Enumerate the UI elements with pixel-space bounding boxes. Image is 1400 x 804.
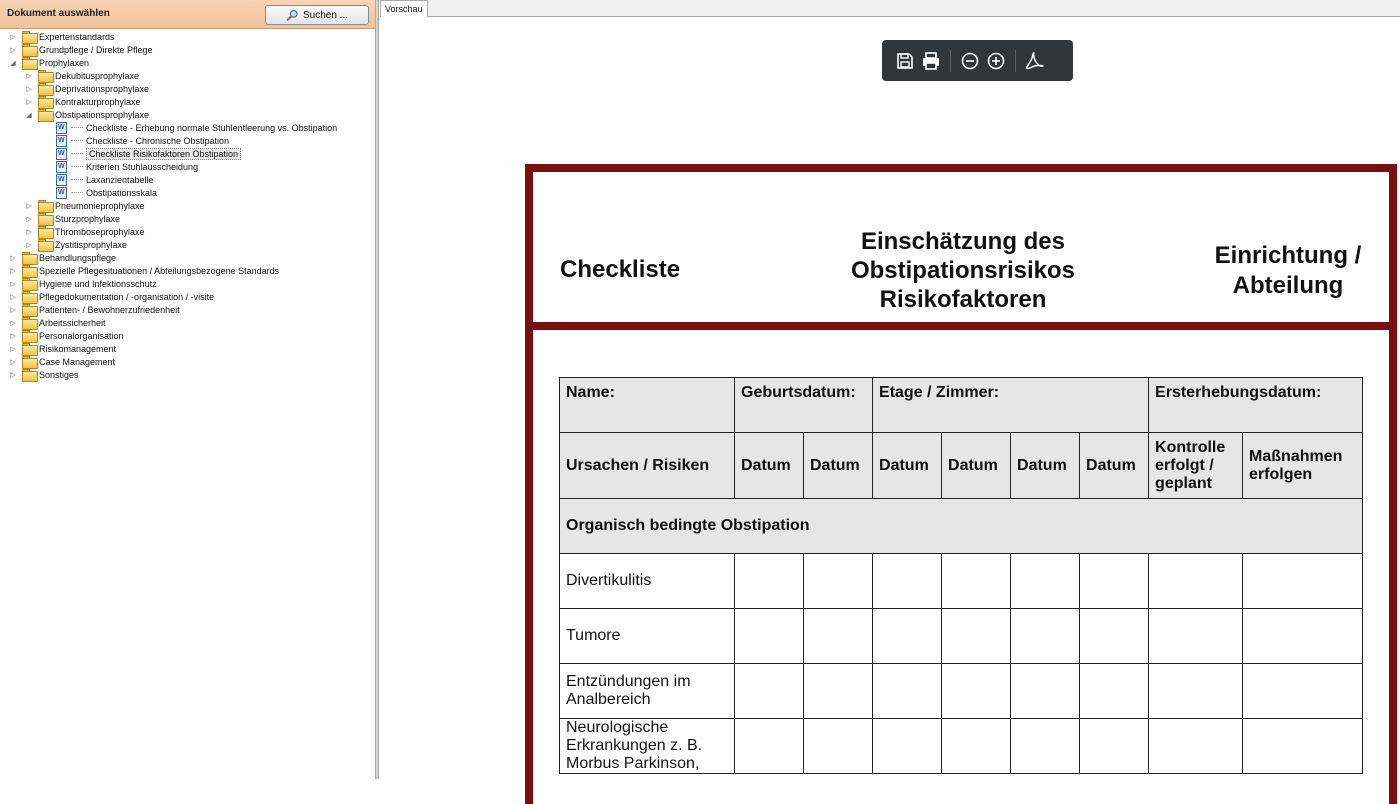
entry-cell[interactable] [735,609,804,664]
entry-cell[interactable] [1080,664,1149,719]
tree-item-label: Checkliste - Erhebung normale Stuhlentleerung vs. Obstipation [86,122,338,133]
tree-document-item[interactable] [54,160,198,173]
room-field[interactable]: Etage / Zimmer: [873,378,1149,433]
word-document-icon [56,135,67,147]
folder-icon [22,31,36,42]
tree-connector [71,166,83,167]
entry-cell[interactable] [1243,554,1363,609]
date-header: Datum [873,433,942,499]
collapse-icon[interactable]: ◢ [10,59,16,67]
tree-folder-item[interactable] [8,251,116,264]
document-page [525,164,1397,804]
panel-splitter[interactable] [376,0,379,779]
header-title-line: Obstipationsrisikos [850,257,1076,284]
print-button[interactable] [918,48,944,74]
header-right-line: Abteilung [1232,272,1344,299]
tree-connector [71,153,83,154]
expand-icon[interactable]: ▷ [10,306,16,314]
risk-label-line: Morbus Parkinson, [566,755,700,772]
tree-item-label: Checkliste - Chronische Obstipation [86,135,230,146]
tree-item-label: Sonstiges [39,369,79,380]
patient-info-row [560,378,1363,433]
entry-cell[interactable] [1243,609,1363,664]
date-header: Datum [1080,433,1149,499]
measures-header-line: erfolgen [1249,465,1313,483]
tree-folder-item[interactable] [8,264,279,277]
header-title-line: Risikofaktoren [879,286,1047,313]
folder-icon [22,57,36,68]
entry-cell[interactable] [735,554,804,609]
entry-cell[interactable] [1149,609,1243,664]
tree-folder-item[interactable] [8,43,153,56]
section-heading: Organisch bedingte Obstipation [560,499,1363,554]
folder-icon [38,213,52,224]
tree-item-label: Case Management [39,356,116,367]
entry-cell[interactable] [1243,664,1363,719]
pdf-icon [1025,51,1045,71]
expand-icon[interactable]: ▷ [26,215,32,223]
risk-label [560,554,735,609]
tree-folder-item[interactable] [8,303,180,316]
magnifier-icon [286,9,299,22]
folder-icon [22,356,36,367]
zoom-out-icon [960,51,980,71]
section-row [560,499,1363,554]
entry-cell[interactable] [1011,719,1080,774]
risk-row [560,609,1363,664]
tab-divider [428,16,1400,17]
entry-cell[interactable] [804,719,873,774]
date-header: Datum [1011,433,1080,499]
search-button-label: Suchen ... [302,9,349,21]
tree-connector [71,127,83,128]
risk-label-line: Analbereich [566,691,651,708]
tree-connector [71,192,83,193]
tree-folder-item[interactable] [8,277,157,290]
tree-folder-item[interactable] [24,108,149,121]
entry-cell[interactable] [873,719,942,774]
entry-cell[interactable] [942,609,1011,664]
tree-item-label: Pflegedokumentation / -organisation / -visite [39,291,215,302]
entry-cell[interactable] [1080,719,1149,774]
tree-document-item[interactable] [54,173,154,186]
tree-item-label: Arbeitssicherheit [39,317,106,328]
column-header-row [560,433,1363,499]
tree-document-item[interactable] [54,186,157,199]
expand-icon[interactable]: ▷ [10,280,16,288]
tree-item-label: Zystitisprophylaxe [55,239,128,250]
folder-icon [22,343,36,354]
tree-item-label: Obstipationsprophylaxe [55,109,150,120]
tree-item-label: Kriterien Stuhlausscheidung [86,161,199,172]
folder-icon [22,369,36,380]
tree-folder-item[interactable] [8,368,79,381]
entry-cell[interactable] [735,664,804,719]
entry-cell[interactable] [1011,554,1080,609]
tree-item-label: Grundpflege / Direkte Pflege [39,44,153,55]
tree-item-label: Laxanzientabelle [86,174,154,185]
date-header: Datum [942,433,1011,499]
tree-folder-item[interactable] [8,316,106,329]
date-header: Datum [735,433,804,499]
entry-cell[interactable] [942,554,1011,609]
risk-row [560,664,1363,719]
expand-icon[interactable]: ▷ [26,241,32,249]
expand-icon[interactable]: ▷ [10,33,16,41]
expand-icon[interactable]: ▷ [10,293,16,301]
folder-icon [22,265,36,276]
zoom-in-icon [986,51,1006,71]
entry-cell[interactable] [1243,719,1363,774]
causes-header: Ursachen / Risiken [560,433,735,499]
tree-document-item[interactable] [54,121,337,134]
tree-item-label: Spezielle Pflegesituationen / Abteilungsbezogene Standards [39,265,280,276]
header-right-line: Einrichtung / [1214,242,1362,269]
entry-cell[interactable] [804,609,873,664]
folder-icon [38,96,52,107]
folder-icon [38,239,52,250]
control-header-line: Kontrolle [1155,438,1226,456]
expand-icon[interactable]: ▷ [10,254,16,262]
panel-title: Dokument auswählen [7,8,110,19]
tree-item-label: Obstipationsskala [86,187,158,198]
folder-icon [38,200,52,211]
zoom-out-button[interactable] [957,48,983,74]
tree-folder-item[interactable] [8,30,115,43]
entry-cell[interactable] [873,554,942,609]
expand-icon[interactable]: ▷ [10,267,16,275]
expand-icon[interactable]: ▷ [10,319,16,327]
risk-label-line: Neurologische [566,719,669,736]
folder-icon [22,304,36,315]
first-date-field[interactable]: Ersterhebungsdatum: [1149,378,1363,433]
header-title-line: Einschätzung des [860,228,1066,255]
risk-rows [560,554,1363,774]
tree-item-label: Behandlungspflege [39,252,117,263]
toolbar-separator [1015,50,1016,72]
expand-icon[interactable]: ▷ [26,98,32,106]
expand-icon[interactable]: ▷ [10,371,16,379]
risk-row [560,554,1363,609]
birth-date-field[interactable]: Geburtsdatum: [735,378,873,433]
measures-header-line: Maßnahmen [1249,447,1343,465]
folder-icon [22,330,36,341]
tree-item-label: Personalorganisation [39,330,124,341]
folder-icon [22,44,36,55]
entry-cell[interactable] [1149,664,1243,719]
document-picker-panel [0,0,376,779]
entry-cell[interactable] [1149,719,1243,774]
tree-folder-item[interactable] [24,225,145,238]
tree-folder-item[interactable] [24,95,141,108]
risk-label-line: Tumore [566,627,621,644]
tree-item-label: Hygiene und Infektionsschutz [39,278,157,289]
tree-folder-item[interactable] [8,342,116,355]
header-left: Checkliste [560,256,681,283]
tree-item-label: Risikomanagement [39,343,117,354]
folder-icon [38,83,52,94]
entry-cell[interactable] [804,664,873,719]
folder-icon [22,317,36,328]
tree-item-label: Deprivationsprophylaxe [55,83,150,94]
print-icon [921,51,941,71]
tree-item-label: Patienten- / Bewohnerzufriedenheit [39,304,180,315]
risk-label [560,609,735,664]
risk-label-line: Entzündungen im [566,673,691,690]
entry-cell[interactable] [1011,664,1080,719]
expand-icon[interactable]: ▷ [10,46,16,54]
header-title [823,227,1103,314]
entry-cell[interactable] [1080,609,1149,664]
tree-folder-item[interactable] [24,238,127,251]
risk-label-line: Divertikulitis [566,572,652,589]
collapse-icon[interactable]: ◢ [26,111,32,119]
risk-checklist-table [559,377,1363,774]
expand-icon[interactable]: ▷ [10,332,16,340]
tab-preview[interactable]: Vorschau [380,0,428,17]
expand-icon[interactable]: ▷ [10,345,16,353]
entry-cell[interactable] [1011,609,1080,664]
entry-cell[interactable] [1149,554,1243,609]
tree-folder-item[interactable] [24,69,139,82]
tree-folder-item[interactable] [8,329,124,342]
document-header [533,172,1389,330]
tree-folder-item[interactable] [24,199,145,212]
entry-cell[interactable] [873,664,942,719]
risk-label [560,664,735,719]
word-document-icon [56,148,67,160]
tree-item-label: Expertenstandards [39,31,115,42]
tree-item-label: Prophylaxen [39,57,90,68]
tree-item-label: Dekubitusprophylaxe [55,70,140,81]
entry-cell[interactable] [942,719,1011,774]
entry-cell[interactable] [1080,554,1149,609]
tree-item-label: Kontrakturprophylaxe [55,96,141,107]
word-document-icon [56,187,67,199]
risk-row [560,719,1363,774]
tree-item-label: Sturzprophylaxe [55,213,121,224]
tree-item-label: Thromboseprophylaxe [55,226,145,237]
tree-folder-item[interactable] [8,56,89,69]
folder-icon [22,252,36,263]
folder-icon [22,278,36,289]
control-header [1149,433,1243,499]
tree-item-label: Checkliste Risikofaktoren Obstipation [86,148,241,160]
tree-document-item[interactable] [54,147,241,160]
folder-icon [22,291,36,302]
tree-folder-item[interactable] [8,355,115,368]
tree-document-item[interactable] [54,134,229,147]
risk-label [560,719,735,774]
tree-folder-item[interactable] [24,212,120,225]
risk-label-line: Erkrankungen z. B. [566,737,703,754]
search-button[interactable] [265,5,369,25]
header-right [1203,241,1373,301]
entry-cell[interactable] [942,664,1011,719]
tree-folder-item[interactable] [8,290,214,303]
tree-connector [71,179,83,180]
folder-icon [38,226,52,237]
control-header-line: geplant [1155,474,1212,492]
word-document-icon [56,174,67,186]
zoom-in-button[interactable] [983,48,1009,74]
save-icon [895,51,915,71]
tree-folder-item[interactable] [24,82,149,95]
save-button[interactable] [892,48,918,74]
pdf-button[interactable] [1022,48,1048,74]
word-document-icon [56,122,67,134]
expand-icon[interactable]: ▷ [26,72,32,80]
word-document-icon [56,161,67,173]
measures-header [1243,433,1363,499]
tree-connector [71,140,83,141]
date-header: Datum [804,433,873,499]
folder-icon [38,70,52,81]
preview-toolbar [882,40,1073,81]
toolbar-separator [950,50,951,72]
expand-icon[interactable]: ▷ [26,85,32,93]
expand-icon[interactable]: ▷ [10,358,16,366]
entry-cell[interactable] [804,554,873,609]
tab-strip [380,0,1400,17]
expand-icon[interactable]: ▷ [26,228,32,236]
folder-icon [38,109,52,120]
tree-item-label: Pneumonieprophylaxe [55,200,145,211]
name-field[interactable]: Name: [560,378,735,433]
control-header-line: erfolgt / [1155,456,1214,474]
entry-cell[interactable] [873,609,942,664]
entry-cell[interactable] [735,719,804,774]
expand-icon[interactable]: ▷ [26,202,32,210]
panel-header [0,0,375,29]
